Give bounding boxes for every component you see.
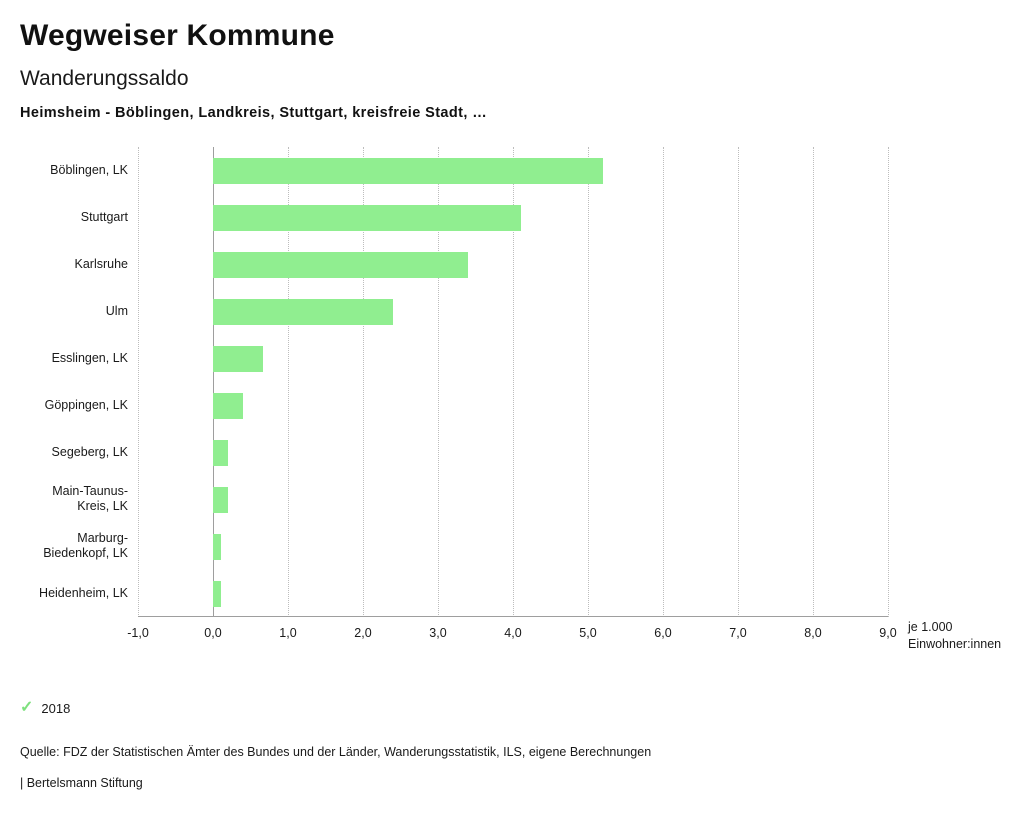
legend[interactable] [20,700,70,716]
x-tick-label: -1,0 [127,626,149,641]
category-label: Böblingen, LK [50,162,128,177]
category-axis-labels [20,147,128,617]
bar[interactable] [213,205,521,231]
bar[interactable] [213,581,221,607]
check-icon: ✓ [20,699,34,716]
bar-series [138,147,888,617]
category-label: Karlsruhe [74,256,128,271]
category-label: Marburg- Biedenkopf, LK [43,530,128,561]
x-tick-label: 7,0 [729,626,747,641]
category-label: Main-Taunus- Kreis, LK [52,483,128,514]
bar[interactable] [213,158,603,184]
bar[interactable] [213,252,468,278]
bar[interactable] [213,346,263,372]
chart-page [0,18,1024,817]
legend-item-label: 2018 [41,700,71,716]
x-tick-label: 8,0 [804,626,822,641]
chart-title: Wanderungssaldo [20,67,189,90]
axis-unit-line1: je 1.000 [908,620,953,635]
x-tick-label: 3,0 [429,626,447,641]
axis-unit-note [908,619,1001,653]
gridline [888,147,889,617]
source-note: Quelle: FDZ der Statistischen Ämter des Bundes und der Länder, Wanderungsstatistik, ILS, eigene Berechnungen [20,745,652,759]
category-label: Heidenheim, LK [39,585,128,600]
x-tick-label: 1,0 [279,626,297,641]
category-label: Ulm [105,303,128,318]
category-label: Stuttgart [80,209,128,224]
x-tick-label: 5,0 [579,626,597,641]
x-tick-label: 9,0 [879,626,897,641]
x-tick-label: 4,0 [504,626,522,641]
plot-region [138,147,888,617]
chart-area [20,147,1004,652]
category-label: Esslingen, LK [51,350,128,365]
brand-note: | Bertelsmann Stiftung [20,776,143,790]
x-tick-label: 2,0 [354,626,372,641]
axis-unit-line2: Einwohner:innen [908,637,1002,652]
category-label: Segeberg, LK [51,444,128,459]
chart-region-subtitle: Heimsheim - Böblingen, Landkreis, Stuttgart, kreisfreie Stadt, … [20,105,488,122]
x-tick-label: 6,0 [654,626,672,641]
bar[interactable] [213,440,228,466]
bar[interactable] [213,299,393,325]
category-label: Göppingen, LK [44,397,128,412]
page-title: Wegweiser Kommune [20,19,335,52]
x-axis-tick-labels [127,617,897,647]
bar[interactable] [213,534,221,560]
bar[interactable] [213,487,228,513]
x-tick-label: 0,0 [204,626,222,641]
bar[interactable] [213,393,243,419]
